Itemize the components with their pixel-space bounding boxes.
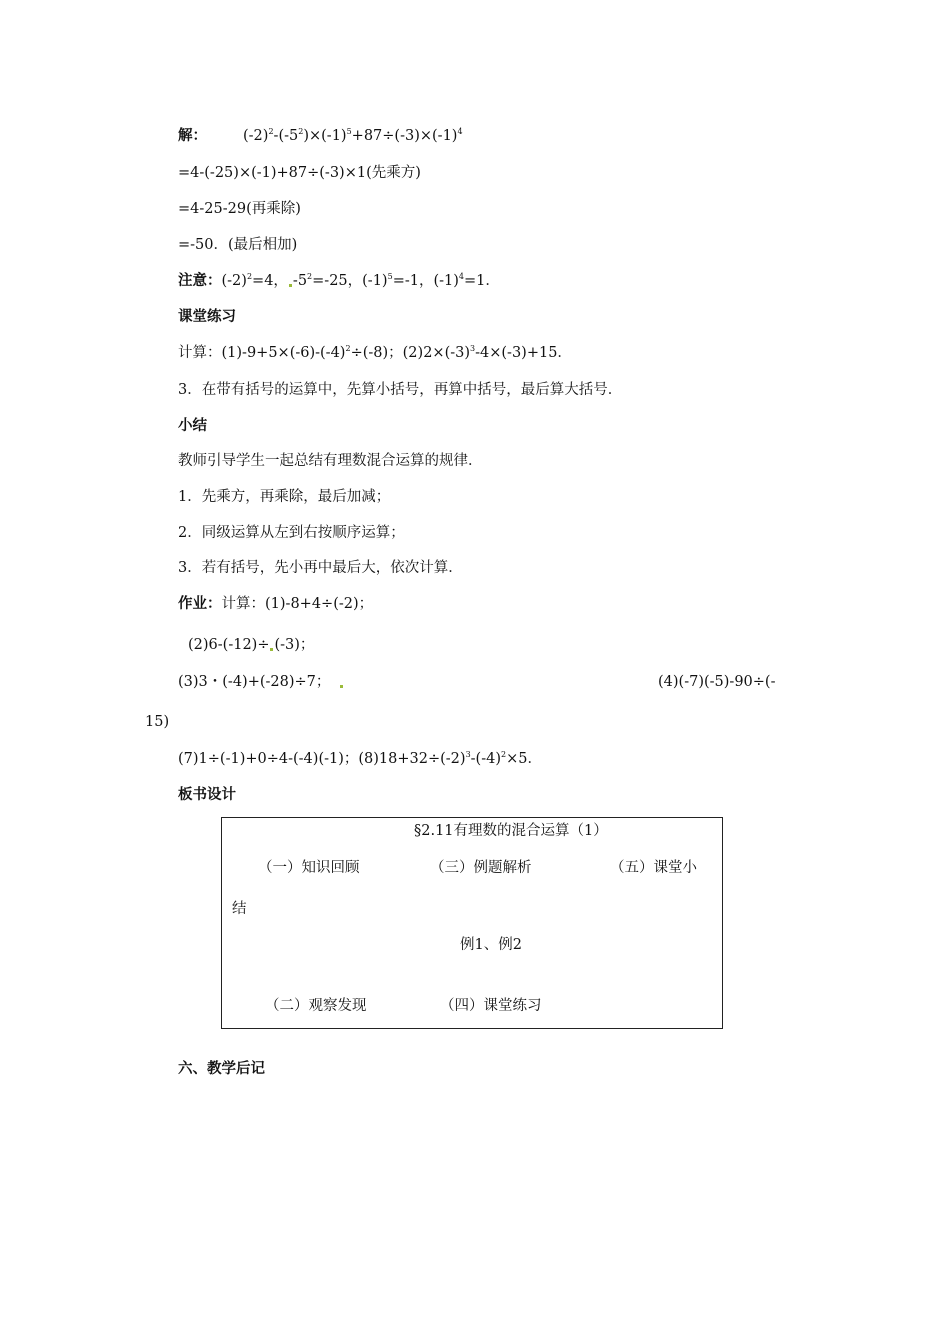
board-section-1: （一）知识回顾 <box>258 860 360 876</box>
board-examples: 例1、例2 <box>460 937 522 953</box>
board-section-4: （四）课堂练习 <box>440 998 542 1014</box>
board-section-3: （三）例题解析 <box>430 860 532 876</box>
summary-item: 3．若有括号，先小再中最后大，依次计算． <box>178 560 463 576</box>
board-section-5-cont: 结 <box>232 901 247 917</box>
practice-heading: 课堂练习 <box>178 309 236 325</box>
practice-problems: 计算：$(1)-9+5\times(-6)-(-4)^2\div(-8)$；$(2)2\times(-3)^3-4\times(-3)+15$． <box>178 344 572 361</box>
homework-line-3: (3)3・(-4)+(-28)÷7； <box>178 673 344 691</box>
homework-line-4-continued: 15) <box>145 714 170 730</box>
highlight-mark <box>289 284 292 287</box>
bracket-rule: 3．在带有括号的运算中，先算小括号，再算中括号，最后算大括号． <box>178 382 623 398</box>
note-line: 注意：$(-2)^2=4$， $-5^2=-25$，$(-1)^5=-1$，$(-1)^4=1$． <box>178 272 500 289</box>
board-heading: 板书设计 <box>178 787 236 803</box>
board-title: §2.11有理数的混合运算（1） <box>414 823 608 839</box>
solution-line: 解： $(-2)^2-(-5^2)\times(-1)^5+87\div(-3)\times(-1)^4$ <box>178 127 463 144</box>
board-section-2: （二）观察发现 <box>265 998 367 1014</box>
homework-line-2: (2)6-(-12)÷ (-3)； <box>188 637 315 653</box>
board-design-box <box>221 817 723 1029</box>
board-section-5: （五）课堂小 <box>610 860 697 876</box>
summary-intro: 教师引导学生一起总结有理数混合运算的规律． <box>178 453 483 469</box>
solution-step-2: =4-25-29(再乘除) <box>178 201 301 217</box>
solution-step-1: =4-(-25)×(-1)+87÷(-3)×1(先乘方) <box>178 165 421 181</box>
highlight-mark <box>340 685 343 688</box>
homework-line-4: (4)(-7)(-5)-90÷(- <box>658 674 776 690</box>
summary-item: 2．同级运算从左到右按顺序运算； <box>178 525 405 541</box>
solution-step-3: =-50．(最后相加) <box>178 237 298 253</box>
homework-line-5: (7)1÷(-1)+0÷4-(-4)(-1)；$(8)18+32\div(-2)^3-(-4)^2\times 5$． <box>178 750 542 767</box>
afterword-heading: 六、教学后记 <box>178 1061 265 1077</box>
homework-line-1: 作业：计算：(1)-8+4÷(-2)； <box>178 596 374 612</box>
note-label: 注意： <box>178 273 222 289</box>
solution-label: 解： <box>178 128 207 144</box>
homework-label: 作业： <box>178 596 222 612</box>
summary-heading: 小结 <box>178 418 207 434</box>
summary-item: 1．先乘方，再乘除，最后加减； <box>178 489 391 505</box>
